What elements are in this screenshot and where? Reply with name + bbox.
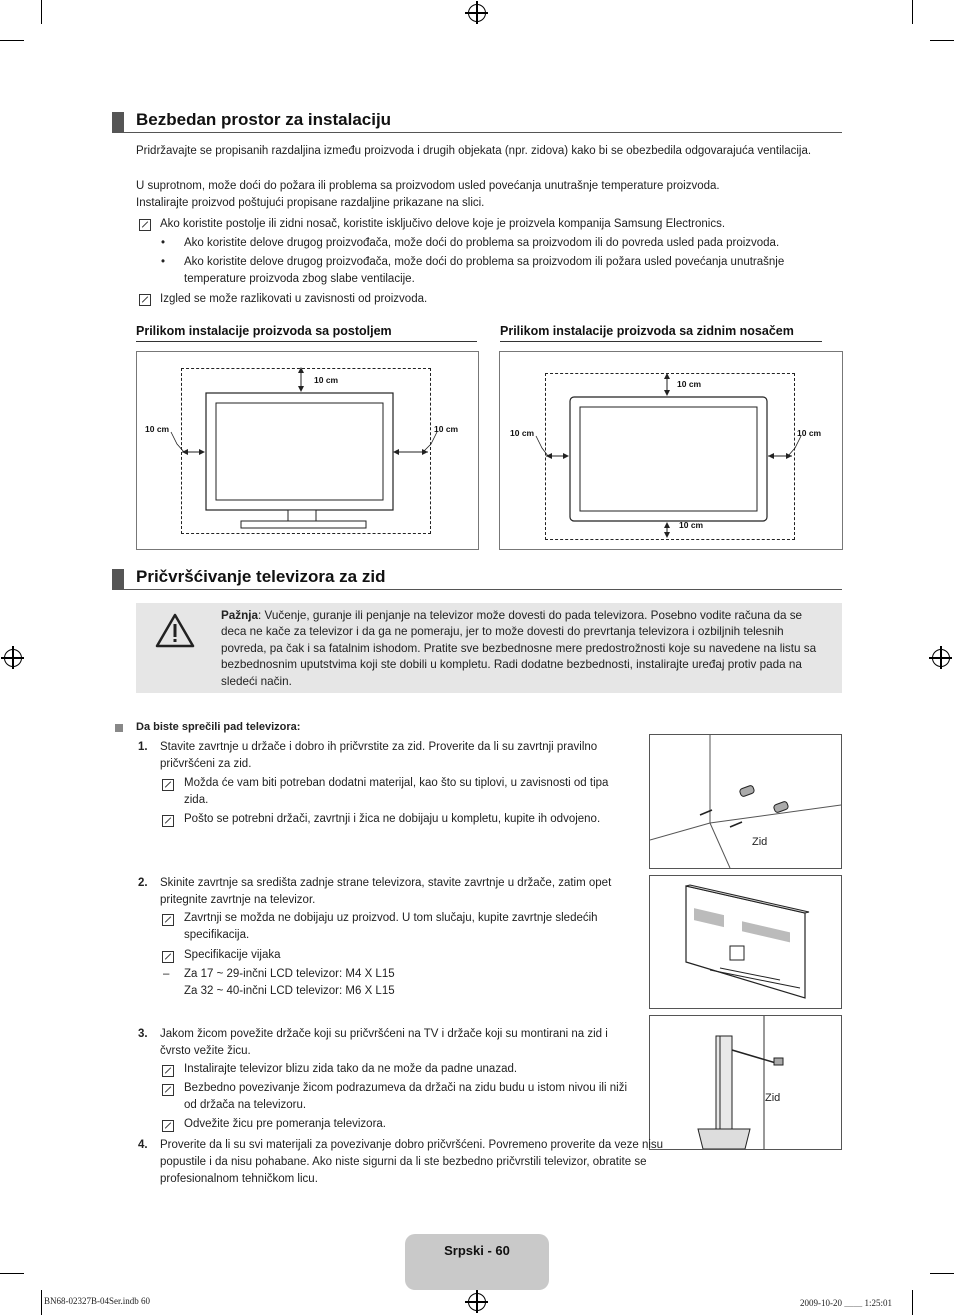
warning-box (136, 603, 842, 693)
section-title-text: Pričvršćivanje televizora za zid (136, 567, 386, 586)
section-title (112, 567, 842, 590)
bullet-icon: • (161, 237, 166, 249)
diagram-title: Prilikom instalacije proizvoda sa postoljem (136, 324, 477, 342)
step-number: 3. (138, 1028, 148, 1040)
note-icon (162, 1084, 174, 1096)
registration-mark-icon (932, 649, 950, 667)
crop-mark (912, 0, 913, 24)
dimension-label: 10 cm (434, 424, 459, 434)
diagram-wall-mount (499, 351, 843, 550)
dimension-label: 10 cm (679, 520, 704, 530)
note-text: Pošto se potrebni držači, zavrtnji i žica ne dobijaju u kompletu, kupite ih odvojeno. (184, 813, 601, 825)
crop-mark (0, 40, 24, 41)
crop-mark (930, 40, 954, 41)
crop-mark (912, 1290, 913, 1315)
dimension-label: 10 cm (510, 428, 535, 438)
tv-wire-icon (650, 1016, 841, 1149)
spec-text: Za 32 ~ 40-inčni LCD televizor: M6 X L15 (184, 985, 395, 997)
warning-icon (155, 613, 195, 649)
warning-text (221, 608, 829, 690)
section-title-text: Bezbedan prostor za instalaciju (136, 110, 392, 129)
crop-mark (0, 1273, 24, 1274)
step-number: 4. (138, 1139, 148, 1151)
registration-mark-icon (4, 649, 22, 667)
note-icon (162, 815, 174, 827)
note-icon (162, 1120, 174, 1132)
page-number-tab (405, 1234, 549, 1290)
note-text: Odvežite žicu pre pomeranja televizora. (184, 1118, 386, 1130)
note-text: Bezbedno povezivanje žicom podrazumeva da držači na zidu budu u istom nivou ili niži od držača na televizoru. (184, 1082, 627, 1111)
bullet-text: Ako koristite delove drugog proizvođača, može doći do problema sa proizvodom ili do povreda usled pada proizvoda. (184, 237, 780, 249)
footer-file: BN68-02327B-04Ser.indb 60 (44, 1296, 151, 1306)
wall-anchor-icon (650, 735, 841, 868)
note-icon (162, 951, 174, 963)
steps-heading: Da biste sprečili pad televizora: (136, 721, 301, 733)
dimension-label: 10 cm (677, 379, 702, 389)
note-icon (162, 779, 174, 791)
step-text: Proverite da li su svi materijali za povezivanje dobro pričvršćeni. Povremeno proverite da veze nisu popustile i da nisu pohabane. Ako niste sigurni da li ste bezbedno pričvrstili televizor, obratite se profesionalnom tehničkom licu. (160, 1139, 664, 1185)
crop-mark (41, 1290, 42, 1315)
note-text: Instalirajte televizor blizu zida tako da ne može da padne unazad. (184, 1063, 518, 1075)
crop-mark (41, 0, 42, 24)
section-title (112, 110, 842, 133)
tv-back-icon (650, 876, 841, 1008)
step-text: Skinite zavrtnje sa središta zadnje strane televizora, stavite zavrtnje u držače, zatim opet pritegnite zavrtnje na televizor. (160, 877, 612, 906)
paragraph: Instalirajte proizvod poštujući propisane razdaljine prikazane na slici. (136, 197, 485, 209)
crop-mark (930, 1273, 954, 1274)
tv-wall-icon (500, 352, 842, 549)
note-icon (139, 219, 151, 231)
note-icon (139, 294, 151, 306)
note-icon (162, 914, 174, 926)
warning-bold: Pažnja (221, 609, 259, 622)
note-text: Specifikacije vijaka (184, 949, 281, 961)
dimension-label: 10 cm (145, 424, 170, 434)
tv-back-illustration (649, 875, 842, 1009)
diagram-title: Prilikom instalacije proizvoda sa zidnim nosačem (500, 324, 822, 342)
tv-stand-icon (137, 352, 478, 549)
paragraph: Pridržavajte se propisanih razdaljina između proizvoda i drugih objekata (npr. zidova) kako bi se obezbedila odgovarajuća ventilacija. (136, 145, 812, 157)
spec-text: Za 17 ~ 29-inčni LCD televizor: M4 X L15 (184, 968, 395, 980)
step-text: Stavite zavrtnje u držače i dobro ih pričvrstite za zid. Proverite da li su zavrtnji pravilno pričvršćeni za zid. (160, 741, 598, 770)
registration-mark-icon (468, 4, 486, 22)
note-text: Zavrtnji se možda ne dobijaju uz proizvod. U tom slučaju, kupite zavrtnje sledećih specifikacija. (184, 912, 598, 941)
step-number: 2. (138, 877, 148, 889)
wall-screws-illustration (649, 734, 842, 869)
bullet-icon: • (161, 256, 166, 268)
wall-label: Zid (765, 1092, 781, 1104)
page-number: Srpski - 60 (444, 1243, 510, 1258)
dimension-label: 10 cm (314, 375, 339, 385)
wall-label: Zid (752, 836, 768, 848)
step-text: Jakom žicom povežite držače koji su pričvršćeni na TV i držače koji su montirani na zid i čvrsto vežite žicu. (160, 1028, 608, 1057)
dimension-label: 10 cm (797, 428, 822, 438)
tv-wire-illustration (649, 1015, 842, 1150)
step-number: 1. (138, 741, 148, 753)
note-text: Izgled se može razlikovati u zavisnosti od proizvoda. (160, 293, 428, 305)
warning-body: : Vučenje, guranje ili penjanje na televizor može dovesti do pada televizora. Posebno vodite računa da se deca ne kače za televizor i da ga ne pomeraju, jer to može dovesti do prevrtanja televizora i ozbiljnih telesnih povreda, pa čak i sa fatalnim ishodom. Pratite sve bezbednosne mere predostrožnosti koje su navedene na listu sa bezbednosnim uputstvima koji ste dobili u kompletu. Radi dodatne bezbednosti, instalirajte uređaj protiv pada na sledeći način. (221, 609, 817, 688)
note-text: Ako koristite postolje ili zidni nosač, koristite isključivo delove koje je proizvela kompanija Samsung Electronics. (160, 218, 726, 230)
bullet-text: Ako koristite delove drugog proizvođača, može doći do problema sa proizvodom ili požara usled povećanja unutrašnje temperature proizvoda zbog slabe ventilacije. (184, 256, 785, 285)
dash-bullet: – (163, 968, 170, 980)
diagram-stand (136, 351, 479, 550)
square-bullet-icon (115, 724, 123, 732)
note-icon (162, 1065, 174, 1077)
note-text: Možda će vam biti potreban dodatni materijal, kao što su tiplovi, u zavisnosti od tipa zida. (184, 777, 609, 806)
registration-mark-icon (468, 1293, 486, 1311)
paragraph: U suprotnom, može doći do požara ili problema sa proizvodom usled povećanja unutrašnje temperature proizvoda. (136, 180, 720, 192)
footer-date: 2009-10-20 ＿＿ 1:25:01 (800, 1298, 892, 1308)
